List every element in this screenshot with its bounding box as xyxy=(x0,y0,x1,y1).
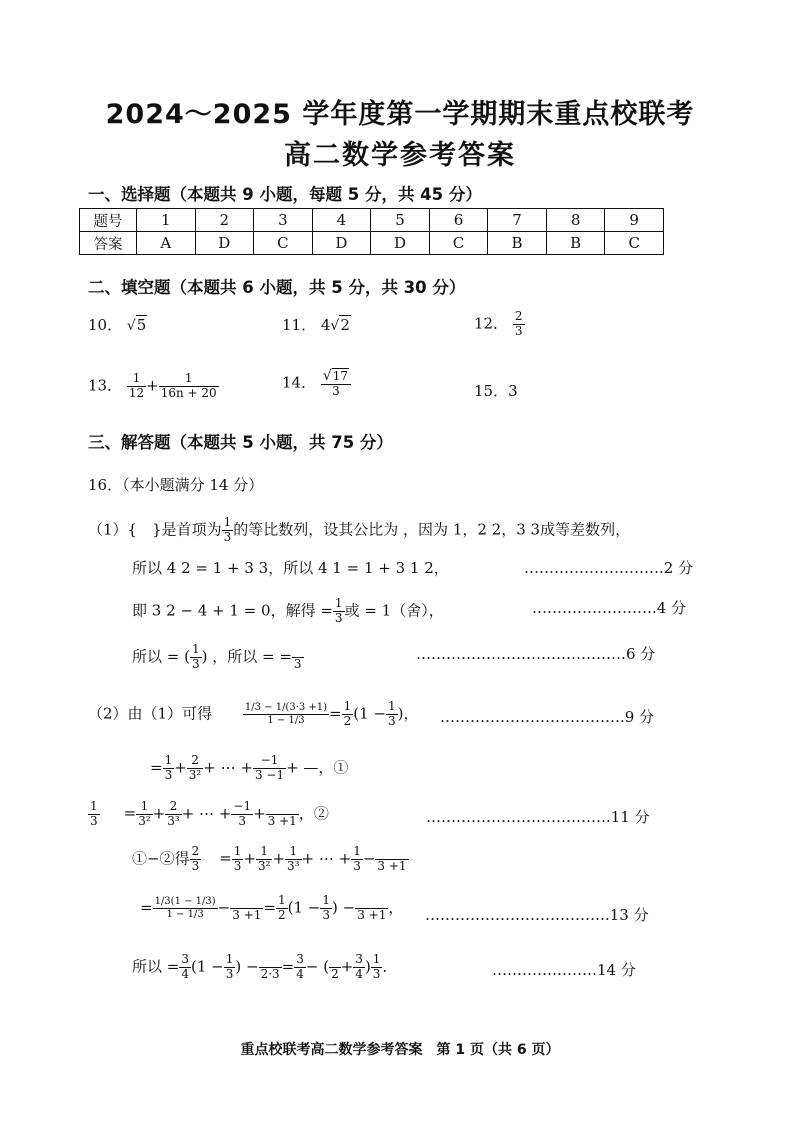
numerator: 1 xyxy=(159,372,219,387)
fraction xyxy=(276,894,288,923)
numerator xyxy=(266,800,299,815)
fraction xyxy=(355,894,388,923)
numerator xyxy=(292,643,304,658)
denominator: 3 xyxy=(353,858,361,873)
denominator: 1 − 1/3 xyxy=(166,908,204,920)
fraction xyxy=(243,702,329,726)
text-run: (1 − xyxy=(353,704,387,723)
score-marker: …………………….4 分 xyxy=(532,599,687,617)
text-run: ， xyxy=(388,898,404,917)
fraction xyxy=(163,754,175,783)
denominator: 4 xyxy=(355,966,363,981)
solution-line xyxy=(132,596,687,626)
numerator: 2 xyxy=(514,309,523,323)
fraction xyxy=(222,516,234,545)
numerator: √17 xyxy=(321,368,351,385)
denominator: 3³ xyxy=(287,858,300,873)
text-run: = xyxy=(140,898,153,917)
text-run: + ⋯ + xyxy=(301,849,352,868)
denominator: 16n + 20 xyxy=(160,385,217,400)
numerator: 1 xyxy=(372,952,381,966)
text-run: ． xyxy=(382,957,398,976)
denominator: 3 xyxy=(191,858,200,873)
fraction xyxy=(190,643,202,672)
table-cell: 9 xyxy=(605,209,664,232)
solution-line xyxy=(140,893,649,924)
denominator: 3 xyxy=(233,858,242,873)
text-run: + xyxy=(340,957,354,976)
text-run: ，② xyxy=(298,804,329,823)
numerator: 1 xyxy=(256,845,272,860)
fraction xyxy=(294,953,306,982)
denominator: 1 − 1/3 xyxy=(267,714,305,726)
denominator: 3 xyxy=(223,529,232,544)
numerator: 2 xyxy=(165,800,181,815)
denominator: 3 xyxy=(293,656,302,671)
denominator: 3 +1 xyxy=(232,907,262,922)
numerator: 1 xyxy=(277,893,286,907)
fraction xyxy=(179,953,191,982)
answer-q11 xyxy=(282,314,351,335)
fraction xyxy=(386,700,398,729)
denominator: 4 xyxy=(296,966,304,981)
denominator: 3 +1 xyxy=(267,813,297,828)
solution-line xyxy=(132,845,409,874)
text-run: = xyxy=(329,704,342,723)
text-run: + —，① xyxy=(286,758,349,777)
denominator: 2·3 xyxy=(260,966,280,981)
text-run: (1 − xyxy=(190,957,224,976)
solution-line xyxy=(132,642,656,672)
numerator: 1 xyxy=(388,699,396,713)
sqrt-expression: √5 xyxy=(126,316,147,334)
denominator: 3² xyxy=(138,813,151,828)
q11-label: 11． xyxy=(282,316,317,334)
answer-q10 xyxy=(88,314,147,335)
table-cell: D xyxy=(371,232,430,255)
solution-line xyxy=(88,699,655,729)
fraction xyxy=(321,368,351,399)
denominator: 3 xyxy=(238,813,247,828)
q10-label: 10． xyxy=(88,316,123,334)
coefficient: 4 xyxy=(320,316,331,334)
section2-heading: 二、填空题（本题共 6 小题，共 5 分，共 30 分） xyxy=(88,278,466,297)
fraction xyxy=(320,894,332,923)
fraction xyxy=(266,800,299,829)
page-footer: 重点校联考高二数学参考答案 第 1 页（共 6 页） xyxy=(240,1042,560,1058)
text-run: (1 − xyxy=(287,898,321,917)
exam-title-line2: 高二数学参考答案 xyxy=(284,140,516,171)
denominator: 3 xyxy=(514,323,523,338)
score-marker: ……………………………….13 分 xyxy=(425,906,649,924)
score-marker: ……………………….2 分 xyxy=(524,559,694,577)
table-cell: C xyxy=(254,232,313,255)
denominator: 3 +1 xyxy=(377,858,407,873)
table-cell: D xyxy=(312,232,371,255)
q16-heading: 16．（本小题满分 14 分） xyxy=(88,476,264,494)
denominator: 3 xyxy=(191,656,200,671)
text-run: + xyxy=(243,849,257,868)
fraction xyxy=(190,845,202,874)
solution-line xyxy=(88,799,650,829)
denominator: 3 xyxy=(322,907,330,922)
table-cell: C xyxy=(429,232,488,255)
score-marker: ……………………………………6 分 xyxy=(416,645,656,663)
table-cell: 1 xyxy=(137,209,196,232)
fraction xyxy=(375,845,408,874)
text-run: 的等比数列，设其公比为 ，因为 1，2 2，3 3成等差数列， xyxy=(233,520,631,539)
table-cell: 5 xyxy=(371,209,430,232)
fraction xyxy=(253,754,286,783)
table-cell: 8 xyxy=(546,209,605,232)
text-run: （1）{ }是首项为 xyxy=(88,520,222,539)
numerator xyxy=(230,894,263,909)
text-run: = xyxy=(219,849,232,868)
fraction xyxy=(259,953,282,982)
fraction xyxy=(342,700,354,729)
text-run: 所以 = xyxy=(132,957,180,976)
row-label-number: 题号 xyxy=(80,209,137,232)
question-number-row xyxy=(80,209,664,232)
q14-label: 14． xyxy=(282,373,317,392)
table-cell: D xyxy=(195,232,254,255)
denominator: 3 xyxy=(388,713,396,728)
solution-line xyxy=(150,754,348,783)
table-cell: B xyxy=(488,232,547,255)
numerator: 1 xyxy=(353,844,361,858)
denominator: 3 xyxy=(334,610,343,625)
denominator: 3² xyxy=(258,858,271,873)
numerator: −1 xyxy=(253,754,286,769)
solution-line xyxy=(132,557,694,578)
numerator xyxy=(329,953,341,968)
numerator: 3 xyxy=(181,952,189,966)
numerator: 2 xyxy=(191,844,200,858)
text-run: = xyxy=(263,898,276,917)
text-run: − ( xyxy=(305,957,330,976)
denominator: 3² xyxy=(188,767,202,782)
table-cell: 6 xyxy=(429,209,488,232)
answer-q15 xyxy=(474,380,518,401)
plus-sign: + xyxy=(146,376,159,395)
numerator: 1 xyxy=(322,893,330,907)
table-cell: 3 xyxy=(254,209,313,232)
text-run: 即 3 2 − 4 + 1 = 0，解得 = xyxy=(132,601,333,620)
numerator: 3 xyxy=(296,952,304,966)
fraction xyxy=(256,845,272,874)
denominator: 12 xyxy=(128,385,145,400)
fraction xyxy=(224,953,236,982)
table-cell: B xyxy=(546,232,605,255)
text-run: + ⋯ + xyxy=(181,804,232,823)
q15-value: 3 xyxy=(508,382,518,400)
denominator: 3 xyxy=(372,966,381,981)
text-run: ) − xyxy=(331,898,356,917)
choice-answer-table xyxy=(79,208,664,255)
text-run: ) − xyxy=(235,957,259,976)
numerator: 1 xyxy=(164,753,173,767)
fraction xyxy=(127,372,146,401)
text-run: + xyxy=(272,849,286,868)
text-run: + xyxy=(253,804,266,823)
denominator: 3 xyxy=(225,966,234,981)
text-run: ①−②得 xyxy=(132,849,190,868)
denominator: 3 +1 xyxy=(357,907,387,922)
fraction xyxy=(329,953,341,982)
text-run: − xyxy=(362,849,376,868)
numerator: 1 xyxy=(191,642,200,656)
exam-title-line1: 2024～2025 学年度第一学期期末重点校联考 xyxy=(105,99,695,130)
numerator: 1 xyxy=(127,372,146,387)
fraction xyxy=(232,845,244,874)
answer-row xyxy=(80,232,664,255)
row-label-answer: 答案 xyxy=(80,232,137,255)
numerator: 3 xyxy=(355,952,363,966)
denominator: 3³ xyxy=(167,813,180,828)
table-cell: C xyxy=(605,232,664,255)
text-run: + xyxy=(174,758,187,777)
denominator: 3 xyxy=(90,813,98,828)
score-marker: ……………………………….9 分 xyxy=(440,708,655,726)
table-cell: 2 xyxy=(195,209,254,232)
numerator: 1 xyxy=(233,844,242,858)
text-run: + ⋯ + xyxy=(203,758,253,777)
fraction xyxy=(371,953,383,982)
answer-q13 xyxy=(88,372,219,401)
text-run: 所以 4 2 = 1 + 3 3，所以 4 1 = 1 + 3 1 2， xyxy=(132,559,449,577)
denominator: 2 xyxy=(277,907,286,922)
numerator xyxy=(375,845,408,860)
numerator: 1 xyxy=(223,515,232,529)
score-marker: ……………………………….11 分 xyxy=(426,808,650,826)
text-run: )， xyxy=(397,704,419,723)
section3-heading: 三、解答题（本题共 5 小题，共 75 分） xyxy=(88,433,393,452)
solution-line xyxy=(88,516,630,545)
fraction xyxy=(165,800,181,829)
radicand: 5 xyxy=(136,316,147,334)
numerator: 1 xyxy=(343,699,352,713)
fraction xyxy=(88,800,100,829)
text-run: 所以 = ( xyxy=(132,647,190,666)
answer-q12 xyxy=(474,310,525,339)
fraction xyxy=(353,953,365,982)
fraction xyxy=(153,896,218,920)
radicand: 17 xyxy=(332,369,349,383)
score-marker: …………………14 分 xyxy=(492,961,636,979)
denominator: 3 −1 xyxy=(254,767,285,782)
text-run: 或 = 1（舍）， xyxy=(344,601,444,620)
fraction xyxy=(136,800,152,829)
numerator: 1 xyxy=(285,845,301,860)
fraction xyxy=(231,800,253,829)
numerator: 2 xyxy=(187,754,203,769)
numerator: 1 xyxy=(136,800,152,815)
fraction xyxy=(292,643,304,672)
fraction xyxy=(333,597,345,626)
table-cell: 7 xyxy=(488,209,547,232)
text-run: − xyxy=(217,898,231,917)
fraction xyxy=(285,845,301,874)
numerator: 1/3(1 − 1/3) xyxy=(154,896,216,908)
answer-q14 xyxy=(282,368,351,399)
text-run: = xyxy=(150,758,163,777)
numerator: 1 xyxy=(334,596,343,610)
table-cell: A xyxy=(137,232,196,255)
text-run: （2）由（1）可得 xyxy=(88,704,213,723)
numerator: 1/3 − 1/(3·3 +1) xyxy=(244,702,328,714)
denominator: 2 xyxy=(331,966,339,981)
denominator: 2 xyxy=(343,713,352,728)
table-cell: 4 xyxy=(312,209,371,232)
fraction xyxy=(187,754,203,783)
fraction xyxy=(513,310,525,339)
section1-heading: 一、选择题（本题共 9 小题，每题 5 分，共 45 分） xyxy=(88,185,482,204)
q12-label: 12． xyxy=(474,314,509,333)
numerator: 1 xyxy=(225,952,234,966)
q15-label: 15． xyxy=(474,382,509,400)
numerator: 1 xyxy=(90,799,98,813)
sqrt-expression: √2 xyxy=(330,316,350,334)
numerator: −1 xyxy=(233,799,252,813)
text-run: ) ，所以 = = xyxy=(201,647,292,666)
numerator xyxy=(259,953,282,968)
text-run: = xyxy=(123,804,137,823)
radicand: 2 xyxy=(340,316,350,334)
q13-label: 13． xyxy=(88,376,123,395)
text-run: ) xyxy=(364,957,371,976)
denominator: 3 xyxy=(332,384,340,399)
solution-line xyxy=(132,952,636,982)
numerator xyxy=(355,894,388,909)
text-run: = xyxy=(281,957,295,976)
fraction xyxy=(230,894,263,923)
text-run: + xyxy=(152,804,166,823)
denominator: 3 xyxy=(164,767,173,782)
denominator: 4 xyxy=(181,966,189,981)
fraction xyxy=(159,372,219,401)
fraction xyxy=(351,845,363,874)
